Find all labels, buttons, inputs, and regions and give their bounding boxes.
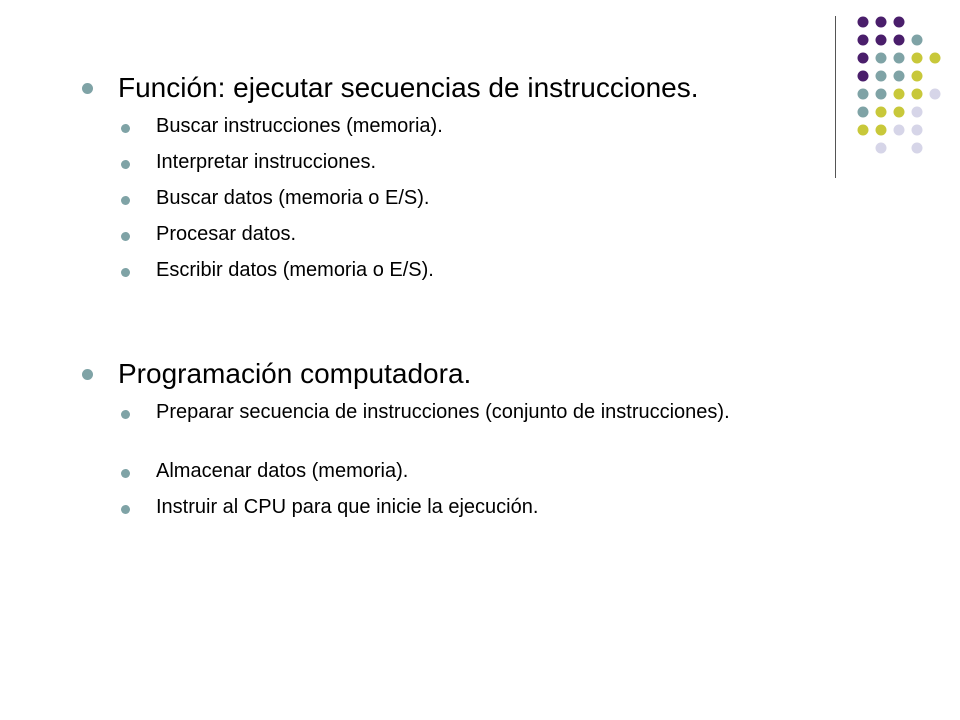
list-item-text: Almacenar datos (memoria). (156, 460, 409, 482)
bullet-icon (121, 160, 130, 169)
bullet-icon (121, 268, 130, 277)
list-item-text: Procesar datos. (156, 223, 297, 245)
list-item (0, 400, 960, 459)
section-heading: Función: ejecutar secuencias de instrucciones. (118, 72, 699, 103)
list-item-text: Instruir al CPU para que inicie la ejecución. (156, 496, 539, 518)
bullet-icon (121, 505, 130, 514)
bullet-icon (82, 83, 93, 94)
bullet-icon (121, 410, 130, 419)
list-item (0, 495, 960, 531)
list-item (0, 258, 960, 294)
bullet-icon (82, 369, 93, 380)
section-heading: Programación computadora. (118, 358, 472, 389)
list-item-text: Buscar instrucciones (memoria). (156, 115, 443, 137)
list-item (0, 114, 960, 150)
list-item-text: Buscar datos (memoria o E/S). (156, 187, 430, 209)
list-item (0, 186, 960, 222)
list-item-text: Interpretar instrucciones. (156, 151, 377, 173)
bullet-icon (121, 196, 130, 205)
list-item-text: Escribir datos (memoria o E/S). (156, 259, 434, 281)
bullet-icon (121, 124, 130, 133)
bullet-icon (121, 232, 130, 241)
bullet-list (0, 114, 960, 294)
list-item (0, 222, 960, 258)
bullet-icon (121, 469, 130, 478)
list-item-text: Preparar secuencia de instrucciones (conjunto de instrucciones). (156, 401, 730, 423)
list-item (0, 150, 960, 186)
bullet-list (0, 400, 960, 531)
list-item (0, 459, 960, 495)
